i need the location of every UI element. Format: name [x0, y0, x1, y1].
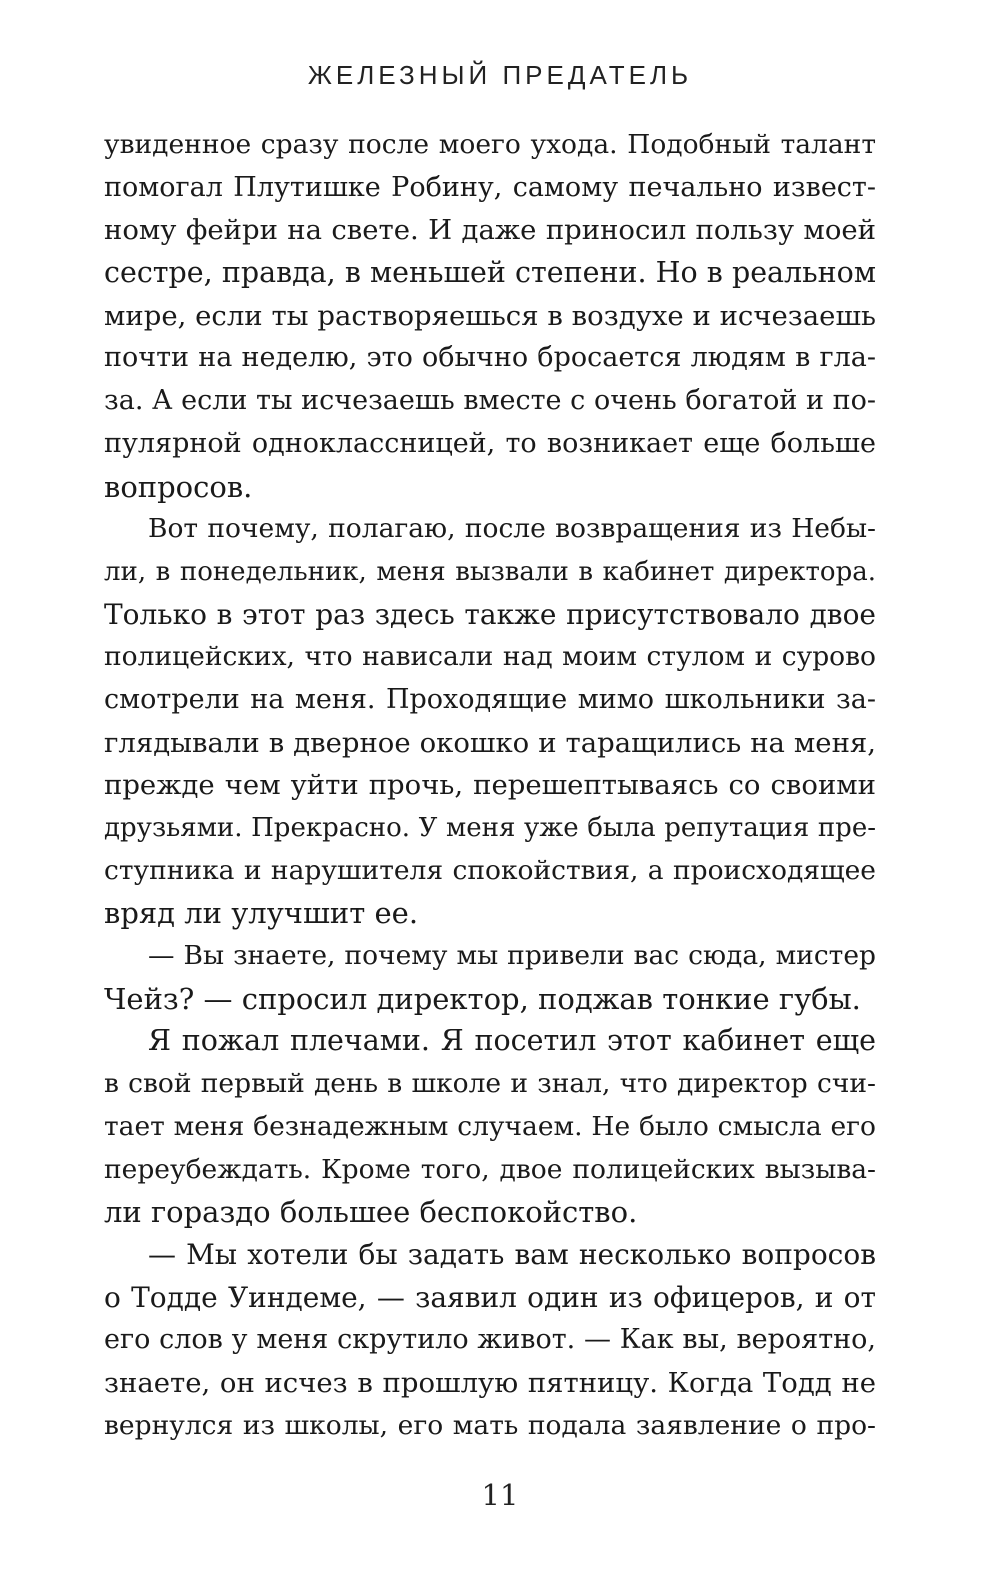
text-line: вопросов.	[104, 469, 253, 504]
text-line: сестре, правда, в меньшей степени. Но в реальном	[104, 256, 876, 290]
text-line: тает меня безнадежным случаем. Не было смысла его	[104, 1110, 876, 1142]
text-line: переубеждать. Кроме того, двое полицейских вызыва-	[104, 1153, 876, 1185]
text-line: Вот почему, полагаю, после возвращения из Небы-	[148, 513, 876, 545]
body-text	[104, 124, 876, 1447]
text-line: Только в этот раз здесь также присутствовало двое	[104, 597, 876, 631]
text-line: ному фейри на свете. И даже приносил пользу моей	[104, 214, 876, 247]
text-line: полицейских, что нависали над моим стулом и сурово	[104, 641, 876, 673]
text-line: — Вы знаете, почему мы привели вас сюда, мистер	[148, 940, 876, 972]
text-line: его слов у меня скрутило живот. — Как вы, вероятно,	[104, 1324, 876, 1356]
text-line: вряд ли улучшит ее.	[104, 896, 419, 931]
text-line: ступника и нарушителя спокойствия, а происходящее	[104, 854, 876, 886]
text-line: глядывали в дверное окошко и таращились на меня,	[104, 726, 876, 759]
text-line: мире, если ты растворяешься в воздухе и исчезаешь	[104, 299, 876, 332]
text-line: почти на неделю, это обычно бросается людям в гла-	[104, 342, 876, 374]
text-line: Я пожал плечами. Я посетил этот кабинет еще	[148, 1024, 876, 1058]
text-line: в свой первый день в школе и знал, что директор счи-	[104, 1068, 876, 1100]
text-line: друзьями. Прекрасно. У меня уже была репутация пре-	[104, 813, 876, 843]
text-line: пулярной одноклассницей, то возникает еще больше	[104, 427, 876, 459]
page-number: 11	[481, 1478, 519, 1512]
text-line: ли гораздо большее беспокойство.	[104, 1195, 638, 1230]
text-line: смотрели на меня. Проходящие мимо школьники за-	[104, 683, 876, 715]
text-line: знаете, он исчез в прошлую пятницу. Когда Тодд не	[104, 1366, 876, 1399]
text-line: ли, в понедельник, меня вызвали в кабинет директора.	[104, 556, 876, 587]
text-line: помогал Плутишке Робину, самому печально извест-	[104, 171, 876, 203]
text-line: о Тодде Уиндеме, — заявил один из офицеров, и от	[104, 1280, 876, 1314]
text-line: вернулся из школы, его мать подала заявление о про-	[104, 1409, 876, 1441]
running-title: ЖЕЛЕЗНЫЙ ПРЕДАТЕЛЬ	[307, 60, 693, 90]
text-line: прежде чем уйти прочь, перешептываясь со своими	[104, 769, 876, 802]
text-line: увиденное сразу после моего ухода. Подобный талант	[104, 129, 876, 160]
text-line: Чейз? — спросил директор, поджав тонкие губы.	[104, 981, 861, 1016]
text-line: — Мы хотели бы задать вам несколько вопросов	[148, 1237, 876, 1271]
text-line: за. А если ты исчезаешь вместе с очень богатой и по-	[104, 385, 876, 417]
